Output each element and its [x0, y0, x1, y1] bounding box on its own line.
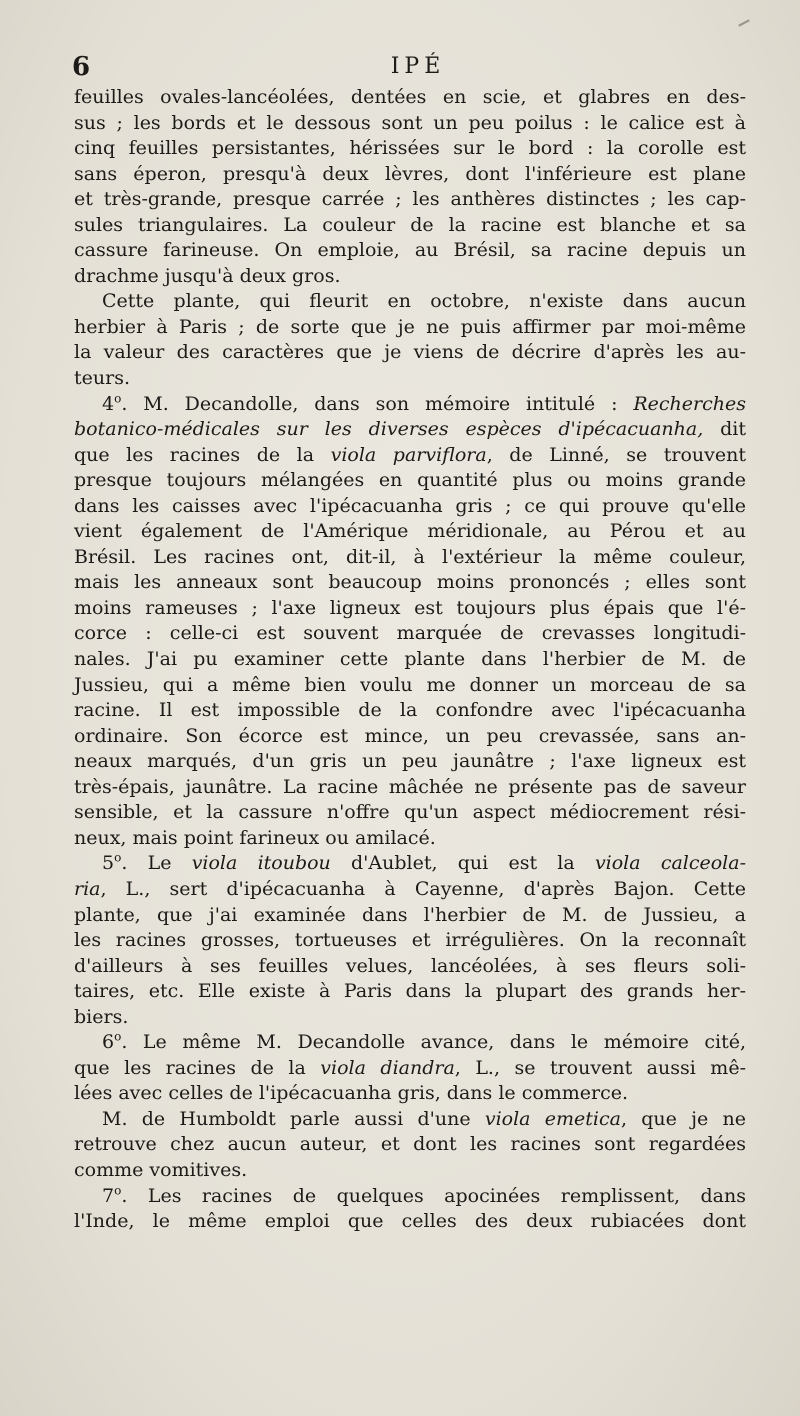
text-line — [74, 928, 746, 954]
text-line — [74, 443, 746, 469]
text-segment: sensible, et la cassure n'offre qu'un aspect médiocrement rési- — [74, 801, 746, 824]
text-segment: 5 — [102, 852, 115, 875]
text-line — [74, 1030, 746, 1056]
text-segment: d'Aublet, qui est la — [330, 852, 595, 875]
text-segment: dit — [703, 418, 746, 441]
text-segment: taires, etc. Elle existe à Paris dans la plupart des grands her- — [74, 980, 746, 1003]
italic-text: Recherches — [633, 392, 746, 415]
text-line — [74, 1158, 746, 1184]
text-line — [74, 213, 746, 239]
running-head: IPÉ — [390, 54, 446, 79]
text-segment: comme vomitives. — [74, 1158, 248, 1181]
text-line — [74, 851, 746, 877]
text-line — [74, 724, 746, 750]
text-segment: lées avec celles de l'ipécacuanha gris, dans le commerce. — [74, 1082, 629, 1105]
text-line — [74, 1132, 746, 1158]
text-segment: sus ; les bords et le dessous sont un peu poilus : le calice est à — [74, 111, 746, 134]
text-segment: corce : celle-ci est souvent marquée de crevasses longitudi- — [74, 622, 746, 645]
text-line — [74, 979, 746, 1005]
superscript-text: o — [114, 1029, 122, 1044]
text-segment: vient également de l'Amérique méridionale, au Pérou et au — [74, 520, 746, 543]
page-header — [72, 52, 744, 86]
text-line — [74, 366, 746, 392]
page-corner-mark — [738, 19, 750, 26]
text-segment: ordinaire. Son écorce est mince, un peu crevassée, sans an- — [74, 724, 746, 747]
text-segment: et très-grande, presque carrée ; les anthères distinctes ; les cap- — [74, 188, 746, 211]
text-line — [74, 749, 746, 775]
text-segment: d'ailleurs à ses feuilles velues, lancéolées, à ses fleurs soli- — [74, 954, 746, 977]
superscript-text: o — [114, 1183, 122, 1198]
text-line — [74, 570, 746, 596]
text-segment: . Les racines de quelques apocinées remplissent, dans — [121, 1184, 746, 1207]
text-line — [74, 417, 746, 443]
text-segment: très-épais, jaunâtre. La racine mâchée ne présente pas de saveur — [74, 775, 746, 798]
text-line — [74, 800, 746, 826]
text-segment: sules triangulaires. La couleur de la racine est blanche et sa — [74, 213, 746, 236]
text-line — [74, 264, 746, 290]
text-line — [74, 85, 746, 111]
text-line — [74, 187, 746, 213]
text-segment: 6 — [102, 1031, 115, 1054]
superscript-text: o — [114, 851, 122, 866]
text-segment: teurs. — [74, 367, 130, 390]
text-segment: cinq feuilles persistantes, hérissées sur le bord : la corolle est — [74, 137, 746, 160]
text-line — [74, 136, 746, 162]
superscript-text: o — [114, 391, 122, 406]
text-line — [74, 545, 746, 571]
text-segment: que les racines de la — [74, 1056, 321, 1079]
text-line — [74, 289, 746, 315]
text-line — [74, 111, 746, 137]
text-line — [74, 1005, 746, 1031]
text-segment: la valeur des caractères que je viens de décrire d'après les au- — [74, 341, 746, 364]
text-segment: , de Linné, se trouvent — [486, 443, 746, 466]
page-number: 6 — [72, 52, 91, 82]
text-segment: neaux marqués, d'un gris un peu jaunâtre ; l'axe ligneux est — [74, 750, 746, 773]
text-line — [74, 954, 746, 980]
text-segment: retrouve chez aucun auteur, et dont les racines sont regardées — [74, 1133, 746, 1156]
italic-text: viola calceola- — [594, 852, 747, 875]
text-line — [74, 1209, 746, 1235]
italic-text: ria — [74, 877, 101, 900]
text-line — [74, 673, 746, 699]
text-segment: , L., se trouvent aussi mê- — [454, 1056, 746, 1079]
text-line — [74, 698, 746, 724]
text-segment: Brésil. Les racines ont, dit-il, à l'extérieur la même couleur, — [74, 545, 746, 568]
text-segment: presque toujours mélangées en quantité plus ou moins grande — [74, 469, 746, 492]
text-line — [74, 826, 746, 852]
text-segment: drachme jusqu'à deux gros. — [74, 264, 341, 287]
text-line — [74, 519, 746, 545]
text-segment: l'Inde, le même emploi que celles des deux rubiacées dont — [74, 1210, 746, 1233]
italic-text: botanico-médicales sur les diverses espèces d'ipécacuanha, — [74, 418, 704, 441]
text-segment: 4 — [102, 392, 115, 415]
text-line — [74, 315, 746, 341]
text-line — [74, 1184, 746, 1210]
italic-text: viola diandra — [320, 1056, 455, 1079]
text-segment: biers. — [74, 1005, 129, 1028]
text-segment: sans éperon, presqu'à deux lèvres, dont l'inférieure est plane — [74, 162, 746, 185]
text-segment: 7 — [102, 1184, 115, 1207]
text-segment: nales. J'ai pu examiner cette plante dans l'herbier de M. de — [74, 648, 746, 671]
italic-text: viola parviflora — [330, 443, 487, 466]
text-segment: feuilles ovales-lancéolées, dentées en scie, et glabres en des- — [74, 86, 746, 108]
text-segment: les racines grosses, tortueuses et irrégulières. On la reconnaît — [74, 929, 746, 952]
italic-text: viola itoubou — [191, 852, 331, 875]
text-line — [74, 1107, 746, 1133]
text-segment: . Le même M. Decandolle avance, dans le mémoire cité, — [121, 1031, 746, 1054]
text-segment: Cette plante, qui fleurit en octobre, n'existe dans aucun — [102, 290, 746, 313]
text-segment: herbier à Paris ; de sorte que je ne puis affirmer par moi-même — [74, 315, 746, 338]
text-line — [74, 877, 746, 903]
italic-text: viola emetica — [484, 1107, 621, 1130]
text-line — [74, 775, 746, 801]
body-text — [74, 85, 746, 1235]
text-segment: neux, mais point farineux ou amilacé. — [74, 826, 436, 849]
text-line — [74, 1081, 746, 1107]
text-segment: , L., sert d'ipécacuanha à Cayenne, d'après Bajon. Cette — [100, 877, 746, 900]
text-line — [74, 596, 746, 622]
text-segment: que les racines de la — [74, 443, 331, 466]
text-line — [74, 647, 746, 673]
text-line — [74, 468, 746, 494]
text-line — [74, 494, 746, 520]
text-segment: mais les anneaux sont beaucoup moins prononcés ; elles sont — [74, 571, 746, 594]
text-line — [74, 238, 746, 264]
text-segment: plante, que j'ai examinée dans l'herbier de M. de Jussieu, a — [74, 903, 746, 926]
text-line — [74, 340, 746, 366]
text-line — [74, 162, 746, 188]
text-segment: cassure farineuse. On emploie, au Brésil, sa racine depuis un — [74, 239, 746, 262]
text-segment: Jussieu, qui a même bien voulu me donner un morceau de sa — [74, 673, 746, 696]
text-line — [74, 903, 746, 929]
text-segment: . Le — [121, 852, 192, 875]
text-line — [74, 1056, 746, 1082]
text-segment: . M. Decandolle, dans son mémoire intitulé : — [121, 392, 634, 415]
text-segment: moins rameuses ; l'axe ligneux est toujours plus épais que l'é- — [74, 596, 746, 619]
text-segment: , que je ne — [620, 1107, 746, 1130]
text-line — [74, 621, 746, 647]
text-line — [74, 392, 746, 418]
text-segment: dans les caisses avec l'ipécacuanha gris ; ce qui prouve qu'elle — [74, 494, 746, 517]
text-segment: racine. Il est impossible de la confondre avec l'ipécacuanha — [74, 699, 746, 722]
text-segment: M. de Humboldt parle aussi d'une — [102, 1107, 485, 1130]
